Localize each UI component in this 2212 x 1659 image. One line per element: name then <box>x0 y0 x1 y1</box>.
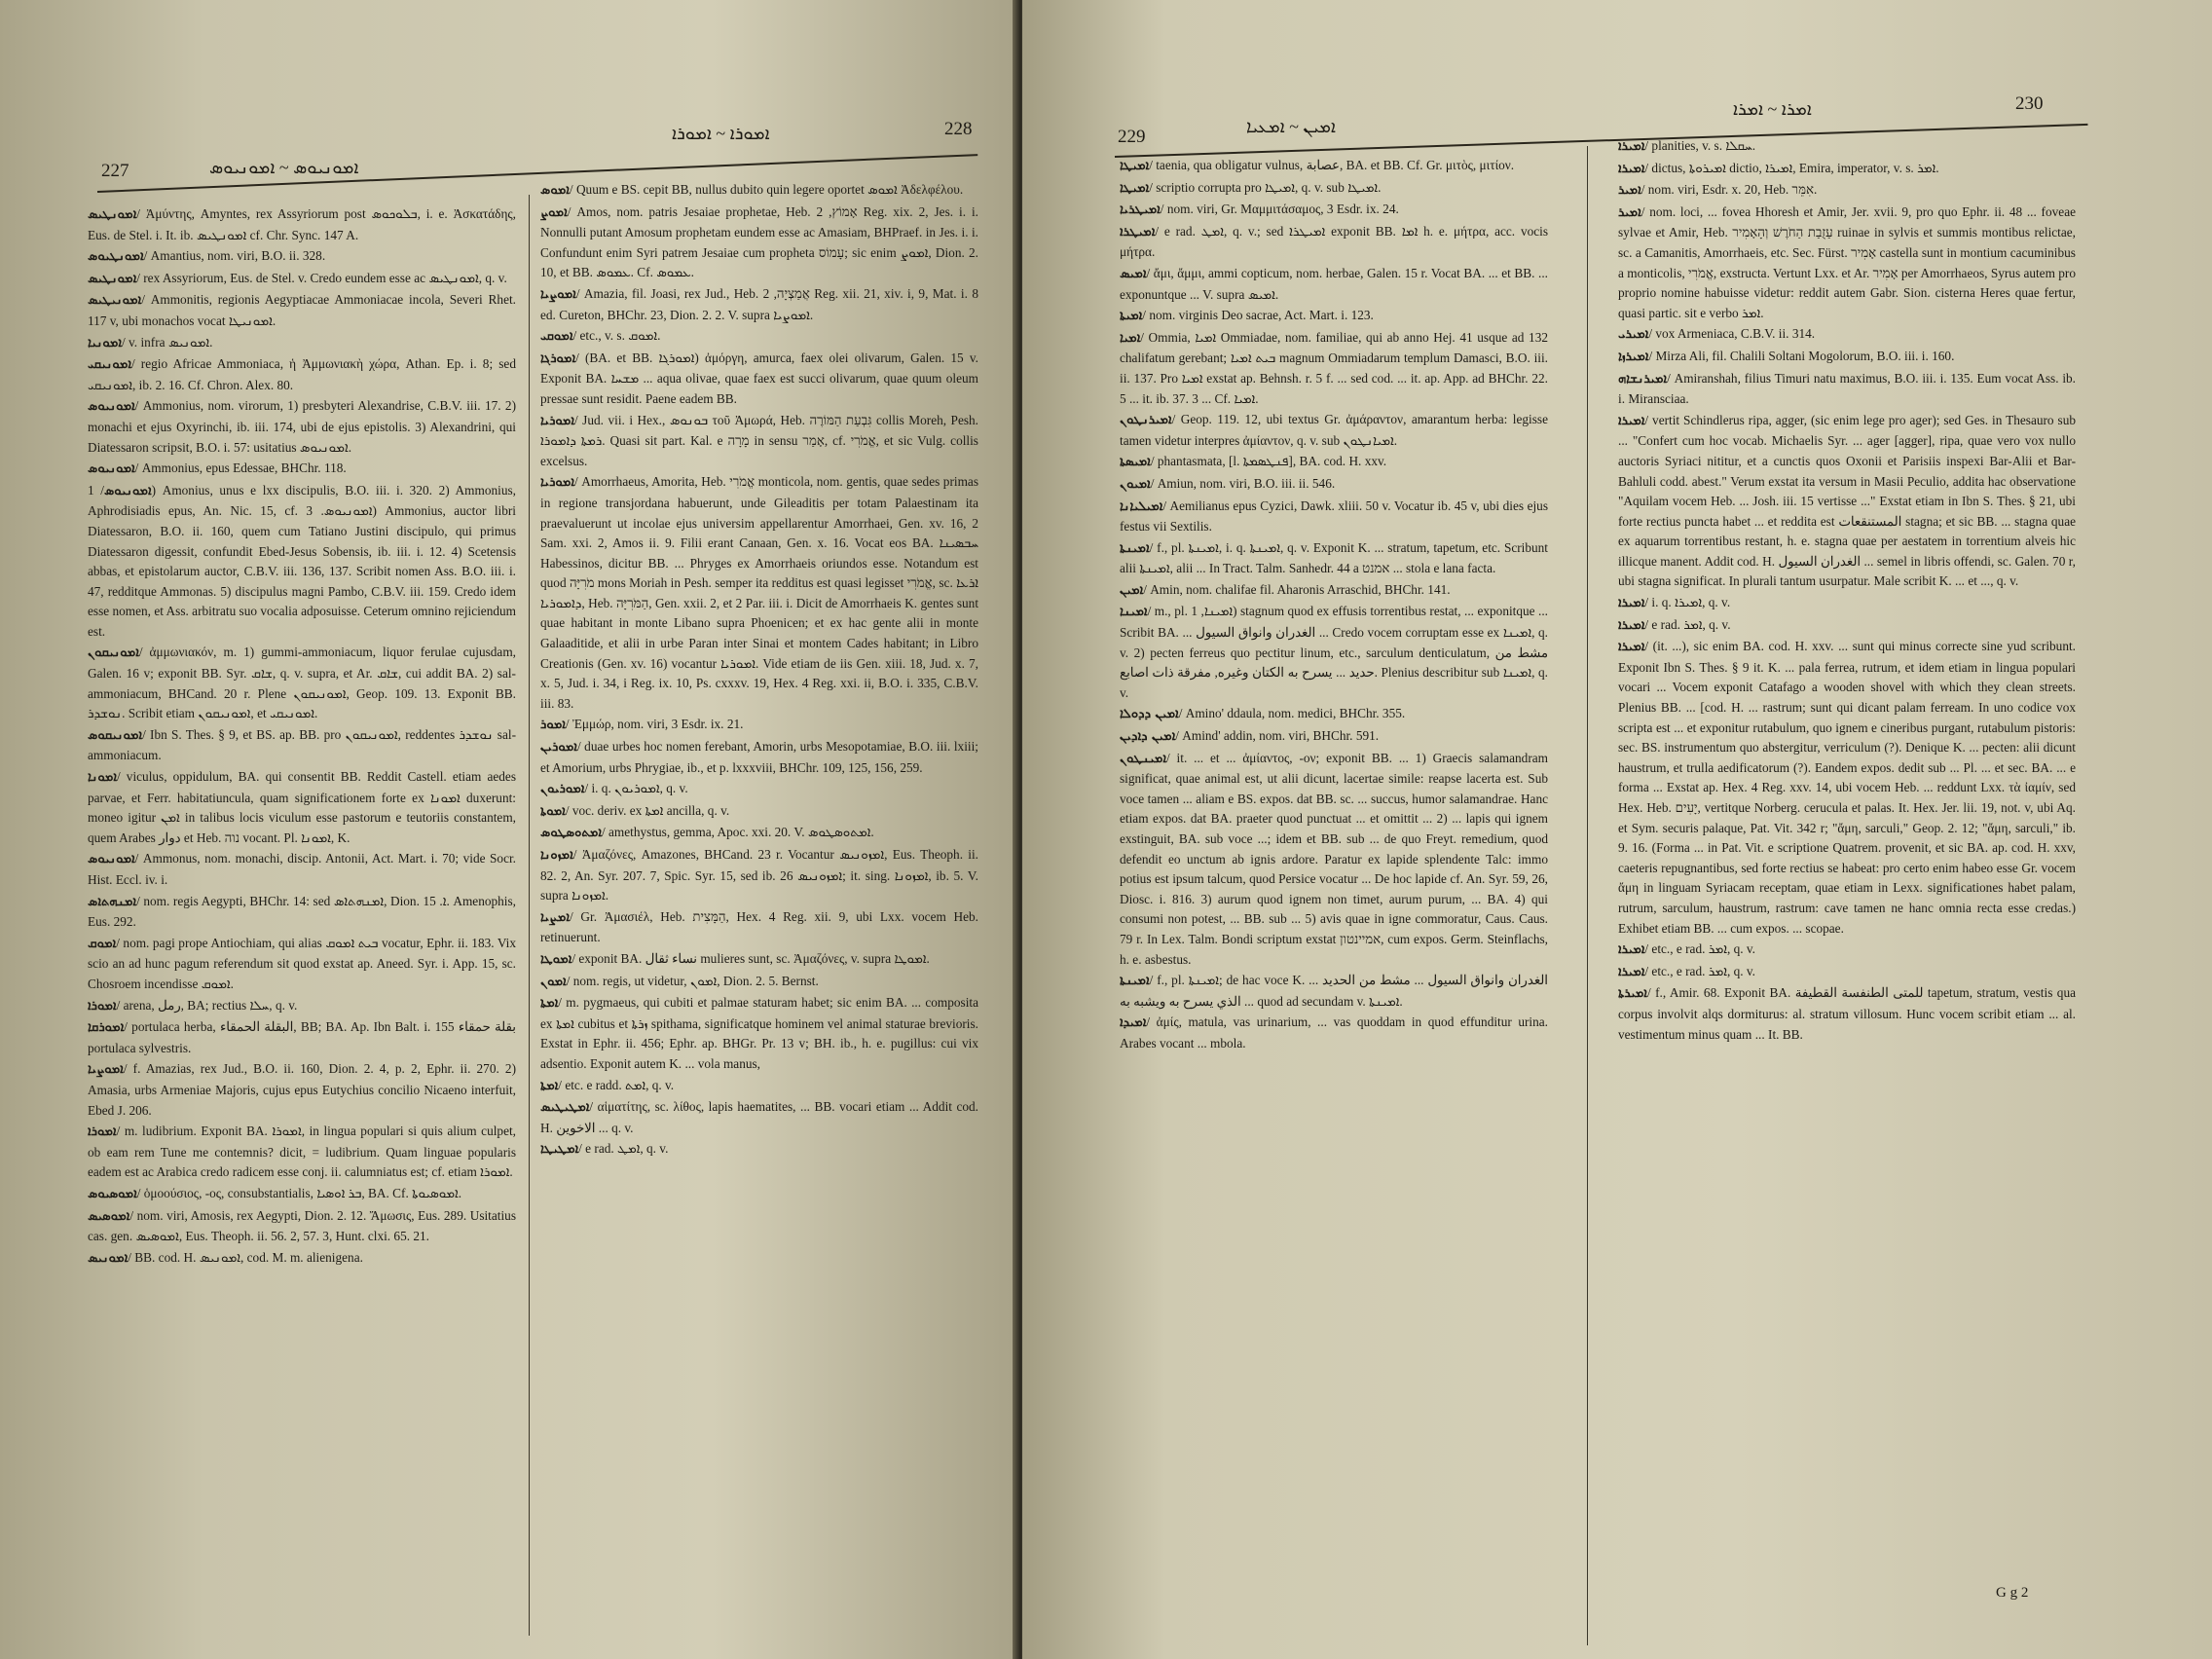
dictionary-entry <box>1618 615 2076 637</box>
entry-headword: ܐܡܘܢܝܘܣ <box>88 461 135 477</box>
entry-definition: / planities, v. s. ܚܩܠܐ. <box>1644 138 1756 153</box>
dictionary-entry <box>540 823 978 844</box>
dictionary-entry <box>1618 347 2076 368</box>
dictionary-entry <box>88 1122 516 1183</box>
entry-headword: ܐܡܘܪ <box>540 718 566 733</box>
dictionary-entry <box>88 1184 516 1205</box>
entry-definition: / Amiun, nom. viri, B.O. iii. ii. 546. <box>1150 475 1336 491</box>
entry-definition: / f., Amir. 68. Exponit BA. للمتى الطنفسة القطيفة tapetum, stratum, vestis qua corpus involvit alqs dormiturus: al. stratum villosum. Hunc vocem scribit etiam ... al. vestimentum minus quam ... It. BB. <box>1618 985 2076 1042</box>
dictionary-entry <box>540 779 978 800</box>
entry-headword: ܐܡܘܢܝܩܘܢ <box>88 645 139 661</box>
entry-headword: ܐܡܘܨܝܐ <box>540 286 576 302</box>
dictionary-entry <box>1120 410 1548 451</box>
entry-headword: ܐܡܙܘܢܐ <box>540 848 573 863</box>
dictionary-entry <box>540 993 978 1074</box>
entry-definition: / phantasmata, [l. ܦܢܛܣܡܬܐ], BA. cod. H. xxv. <box>1150 454 1387 469</box>
entry-headword: ܐܡܝܢܐ <box>1120 605 1148 620</box>
dictionary-entry <box>1120 602 1548 703</box>
entry-definition: / viculus, oppidulum, BA. qui consentit BB. Reddit Castell. etiam aedes parvae, et Ferr. habitatiuncula, quam significationem forte ex ܐܡܘܢܐ duxerunt: moneo igitur ܐܡܢ in talibus locis viculum esse pastorum e teutoriis constantem, quem Arabes دوار et Heb. נוה vocant. Pl. ܐܡܘܢܐ, K. <box>88 769 516 845</box>
entry-headword: ܐܡܘܢܝܘܣ <box>88 399 135 415</box>
right-page <box>1022 0 2212 1659</box>
dictionary-entry <box>1618 940 2076 961</box>
dictionary-entry <box>1120 497 1548 537</box>
dictionary-entry <box>540 1097 978 1138</box>
entry-headword: ܐܡܬܘܣܛܘܣ <box>540 826 602 841</box>
entry-headword: ܐܡܝܪܐ <box>1618 161 1645 176</box>
entry-definition: / etc., e rad. ܐܡܪ, q. v. <box>1644 963 1755 978</box>
entry-definition: / Ἀμύντης, Amyntes, rex Assyriorum post ܒܠܘܟܘܣ, i. e. Ἀσκατάδης, Eus. de Stel. i. It. ib. ܐܡܘܢܛܝܣ cf. Chr. Sync. 147 A. <box>88 206 516 242</box>
entry-definition: / BB. cod. H. ܐܡܘܢܝܣ, cod. M. m. alienigena. <box>128 1249 363 1265</box>
entry-definition: / Ἐμμώρ, nom. viri, 3 Esdr. ix. 21. <box>565 717 744 732</box>
dictionary-entry <box>540 801 978 823</box>
entry-definition: / ἄμι, ἄμμι, ammi copticum, nom. herbae, Galen. 15 r. Vocat BA. ... et BB. ... exponuntque ... V. supra ܐܡܝܣ. <box>1120 265 1548 302</box>
entry-headword: ܐܡܝܪܐ <box>1618 413 1645 428</box>
dictionary-entry <box>1120 306 1548 327</box>
entry-headword: ܐܡܝܪܐ <box>1618 596 1645 611</box>
dictionary-entry <box>540 949 978 971</box>
dictionary-entry <box>88 354 516 395</box>
dictionary-entry <box>540 715 978 736</box>
entry-definition: / Jud. vii. i Hex., ܒܘܢܘܣ τοῦ Ἀμωρά, Heb. גִּבְעַת הַמּוֹרֶה collis Moreh, Pesh. ܪܡܬܐ ܕܐܡܘܪܐ. Quasi sit part. Kal. e מָרָה in sensu אָמַר, cf. אֱמֹרִי, et sic Vulg. collis excelsus. <box>540 412 978 468</box>
entry-headword: ܐܡܝܐ <box>1120 330 1141 346</box>
entry-headword: ܐܡܘܢܝܐ <box>88 335 122 350</box>
entry-definition: / arena, رمل, BA; rectius ܚܠܐ, q. v. <box>116 997 298 1013</box>
entry-definition: / exponit BA. نساء ثقال mulieres sunt, sc. Ἀμαζόνες, v. supra ܐܡܘܛܐ. <box>571 950 930 966</box>
entry-headword: ܐܡܝܛܪܐ <box>1120 224 1156 240</box>
page-number-228: 228 <box>944 119 973 139</box>
page-number-230: 230 <box>2015 93 2044 114</box>
entry-definition: / f., pl. ܐܡܝܢܬܐ; de hac voce K. ... الغدران وانواق السيول ... مشط من الحديد الذي يسرح به ويشبه به ... quod ad secundam v. ܐܡܝܢܬܐ. <box>1120 973 1548 1009</box>
entry-headword: ܐܡܘܢܝܩܝ <box>88 357 131 373</box>
dictionary-entry <box>540 737 978 778</box>
dictionary-entry <box>1120 452 1548 473</box>
dictionary-entry <box>88 1059 516 1121</box>
dictionary-entry <box>1120 749 1548 971</box>
entry-definition: / nom. loci, ... fovea Hhoresh et Amir, Jer. xvii. 9, pro quo Ephr. ii. 48 ... foveae sylvae et Amir, Heb. עַזֻבַת הַחֹרֶשׁ וְהָאָמִיר ruinae in sylvis et summis montibus relictae, sc. a Camanitis, Amorrhaeis, etc. Sec. Fürst. אָמִיר castella sunt in montium cacuminibus a monticolis, אֱמֹרִי, exstructa. Vertunt Lxx. et Ar. אָמִיר per Amorrhaeos, Syrus autem pro proprio nomine habuisse videtur: reddit autem Gabr. Sion. cisterna Heres quae fertur, quasi partic. sit e verbo ܐܡܪ. <box>1618 203 2076 320</box>
dictionary-entry <box>1120 156 1548 177</box>
dictionary-entry <box>1618 324 2076 346</box>
entry-definition: / Amiranshah, filius Timuri natu maximus, B.O. iii. i. 135. Eum vocat Ass. ib. i. Miransciaa. <box>1618 370 2076 407</box>
entry-headword: ܐܡܝܪܬܐ <box>1618 986 1647 1002</box>
entry-headword: ܐܡܝܪ <box>1618 204 1641 220</box>
dictionary-entry <box>1120 971 1548 1012</box>
entry-headword: ܐܡܝܛܐ <box>1120 180 1150 196</box>
entry-definition: / Quum e BS. cepit BB, nullus dubito quin legere oportet ܐܡܘܣ Ἀδελφέλου. <box>569 182 964 197</box>
entry-headword: ܐܡܘܣܝܘܣ <box>88 1186 137 1201</box>
entry-headword: ܐܡܝܪܙܐ <box>1618 349 1649 364</box>
running-head-230: ܐܡܪܐ ~ ܐܡܪܐ <box>1733 99 1812 119</box>
dictionary-entry <box>88 1017 516 1058</box>
dictionary-entry <box>88 333 516 354</box>
dictionary-entry <box>1618 411 2076 592</box>
entry-definition: / v. infra ܐܡܘܢܝܣ. <box>122 334 213 350</box>
dictionary-entry <box>88 396 516 458</box>
entry-headword: ܐܡܘܣܝܣ <box>88 1208 130 1224</box>
entry-definition: / nom. pagi prope Antiochiam, qui alias ܒܝܬ ܐܡܘܩ vocatur, Ephr. ii. 183. Vix scio an ad hunc pagum referendum sit quod exstat ap. Aneed. Syr. i. App. 15, sc. Chosroem incendisse ܐܡܘܩ. <box>88 935 516 991</box>
entry-headword: ܐܡܢܗܬܐܣ <box>88 894 137 909</box>
entry-definition: / Ammonus, nom. monachi, discip. Antonii, Act. Mart. i. 70; vide Socr. Hist. Eccl. iv. i. <box>88 851 516 887</box>
entry-headword: ܐܡܘܪܩܐ <box>88 1020 125 1036</box>
entry-headword: ܐܡܝܪܐ <box>1618 964 1645 979</box>
dictionary-entry <box>540 411 978 472</box>
entry-definition: / Geop. 119. 12, ubi textus Gr. ἀμάραντον, amarantum herba: legisse tamen videtur interpres ἀμίαντον, q. v. sub ܐܡܝܐܢܛܘܢ. <box>1120 412 1548 448</box>
dictionary-entry <box>540 907 978 948</box>
entry-definition: / f. Amazias, rex Jud., B.O. ii. 160, Dion. 2. 4, p. 2, Ephr. ii. 270. 2) Amasia, urbs Armeniae Majoris, cujus epus Eutychius concilio Nicaeno interfuit, Ebed J. 206. <box>88 1061 516 1118</box>
dictionary-entry <box>1120 200 1548 221</box>
entry-definition: / etc., e rad. ܐܡܪ, q. v. <box>1644 941 1755 957</box>
entry-headword: ܐܡܘܢܛܝܣ <box>88 207 137 222</box>
entry-definition: / Aemilianus epus Cyzici, Dawk. xliii. 50 v. Vocatur ib. 45 v, ubi dies ejus festus vii Sextilis. <box>1120 498 1548 535</box>
entry-definition: / m. pygmaeus, qui cubiti et palmae staturam habet; sic enim BA. ... composita ex ܐܡܬܐ cubitus et ܙܪܬܐ spithama, significatque hominem vel animal staturae brevioris. Exstat in Ephr. ii. 456; Ephr. ap. BHGr. Pr. 13 v; BH. ib., h. e. pugillus: cui vix adsentio. Exponit autem K. ... vola manus, <box>540 995 978 1071</box>
dictionary-entry <box>1120 580 1548 602</box>
entry-headword: ܐܡܝܪܢܛܘܢ <box>1120 413 1172 428</box>
entry-definition: / (it. ...), sic enim BA. cod. H. xxv. ... sunt qui minus correcte sine yud scribunt. Exponit Ibn S. Thes. § 9 it. K. ... pala ferrea, rutrum, et idem etiam in lingua populari vocari ... Vocem exponit Catafago a wooden shovel with which they clean streets. Plenius BB. ... [cod. H. ... rastrum; sunt qui dicant palam ferream. In uno codice vox scripta est ... et exponitur rutabulum, quo ignem e cineribus purgant, rutabulum pistoris: sec. BS. instrumentum quo abstergitur, verriculum (?). Denique K. ... pecten: alii dicunt haustrum, et trulla aedificatorum (?). Eandem expos. dedit sub ... Pl. ... et sec. BA. ... e forma ... Exstat ap. Hex. 4 Reg. xxv. 14, ubi vocem Heb. ... reddunt Lxx. τὰ ἰαμίν, sed Hex. Heb. יָעִים, vertitque Norberg. cerucula et palas. It. Hex. Jer. lii. 19, not. v, ubi Aq. et Sym. securis palaque, Pat. Vit. 342 r; "ἄμη, sarculi," Geop. 2. 12; "ἄμη, sarculi," ib. 9. 16. (Forma ... in Pat. Vit. e scriptione Quatrem. provenit, et sic BA. ap. cod. H. xxv, caeteris repugnantibus, sed forte rectius se habeat: pro certo enim habeo esse Gr. vocem ἄμη in linguam Syriacam receptam, quae etiam in Lexx. significationes habet palam, rutrum, sarculum, haustrum, rastrum: cave tamen ne hanc omnia recta esse credas.) Exhibet etiam BB. ... cum expos. ... scopae. <box>1618 639 2076 936</box>
column-3 <box>1120 156 1548 1645</box>
entry-headword: ܐܡܝܢ ܕܕܘܠܐ <box>1120 707 1179 722</box>
dictionary-entry <box>88 290 516 331</box>
entry-headword: ܐܡܝܪ <box>1618 183 1641 199</box>
entry-headword: ܐܡܘܨ <box>540 204 568 220</box>
entry-definition: / ἀμίς, matula, vas urinarium, ... vas quoddam in quod effunditur urina. Arabes vocant ... mbola. <box>1120 1014 1548 1051</box>
entry-definition: / Mirza Ali, fil. Chalili Soltani Mogolorum, B.O. iii. i. 160. <box>1648 348 1955 363</box>
entry-definition: / amethystus, gemma, Apoc. xxi. 20. V. ܐܡܬܘܣܛܘܣ. <box>602 825 874 840</box>
entry-headword: ܐܡܨܝܐ <box>540 909 571 925</box>
entry-headword: ܐܡܝܪܐ <box>1618 139 1645 154</box>
dictionary-entry <box>88 1206 516 1247</box>
dictionary-entry <box>1120 704 1548 725</box>
entry-definition: / Amazia, fil. Joasi, rex Jud., Heb. אֲמַצְיָה, 2 Reg. xii. 21, xiv. i, 9, Mat. i. 8 ed. Cureton, BHChr. 23, Dion. 2. 2. V. supra ܐܡܘܨܝܐ. <box>540 285 978 322</box>
entry-definition: / portulaca herba, البقلة الحمقاء, BB; BA. Ap. Ibn Balt. i. 155 بقلة حمقاء portulaca sylvestris. <box>88 1019 516 1055</box>
dictionary-entry <box>1120 726 1548 748</box>
entry-headword: ܐܡܝܢܬܐ <box>1120 974 1150 989</box>
dictionary-entry <box>1120 1013 1548 1053</box>
page-number-229: 229 <box>1118 127 1146 147</box>
dictionary-entry <box>88 934 516 995</box>
entry-definition: / Ibn S. Thes. § 9, et BS. ap. BB. pro ܐܡܘܢܝܩܘܢ, reddentes ܢܘܫܕܪ sal-ammoniacum. <box>88 726 516 763</box>
dictionary-entry <box>1618 180 2076 202</box>
entry-headword: ܐܡܝܪܐ <box>1618 640 1645 655</box>
entry-definition: / it. ... et ... ἀμίαντος, -ον; exponit BB. ... 1) Graecis salamandram significat, quae animal est, ut alii dicunt, lacertae simile: reapse lacerta est. Sub voce tamen ... aliam e BS. expos. dat BB. sc. ... succus, humor salamandrae. Hanc etiam expos. dat BA. praeter quod punctuat ... et omittit ... 2) ... lapis qui ignem exstinguit, BA. sub voce ...; idem et BB. sub ... de quo Freyt. remedium, quod defendit eo unctum ab ignis ardore. Paratur ex lapide splendente Talc: immo potius est ipsum talcum, quod Persice vocatur ... De hoc lapide cf. An. Syr. 59, 26, Diosc. i. 816. 3) aurum quod ignem non timet, aurum purum, ... BA. 4) qui consumi non potest, ... BB. sub ... 5) avis quae in igne commoratur, Caus. Caus. 79 r. In Lex. Talm. Bondi scriptum exstat אמיינטון, cum expos. Germ. Steinflachs, h. e. asbestus. <box>1120 750 1548 967</box>
entry-headword: ܐܡܝܢ <box>1120 582 1144 598</box>
dictionary-entry <box>1618 136 2076 158</box>
entry-definition: / Amorrhaeus, Amorita, Heb. אֱמֹרִי monticola, nom. gentis, quae sedes primas in regione transjordana habuerunt, unde Gileaditis per totam Palaestinam ita praevaluerunt ut incolae ejus universim appellarentur Amorrhaei, Gen. xv. 16, 2 Sam. xxi. 2, Amos ii. 9. Filii erant Canaan, Gen. x. 16. Vocat eos BA. ܚܒܣܝܢܐ Habessinos, dicitur BB. ... Phryges ex Amorrhaeis oriundos esse. Notandum est quod מֹרִיָּה mons Moriah in Pesh. semper ita redditus est quasi legisset אֱמֹרִי, sc. ܐܪܥܐ ܕܐܡܘܪܝܐ, Heb. הַמֹּרִיָּה, Gen. xxii. 2, et 2 Par. iii. i. Dicit de Amorrhaeis K. gentes sunt quae habitant in monte Libano supra Phoenicen; et ex hac gente alii in monte Galaaditide, et alii in urbe Paran inter Sinai et montem Cades habitant; in Libro Creationis (Gen. xv. 16) vocantur ܐܡܘܪܝܐ. Vide etiam de iis Gen. xiii. 18, Jud. x. 7, x. 5, Jud. i. 34, i Reg. ix. 10, Ps. cxxxv. 19, Hex. 4 Reg. xxi. ii, B.O. i. 335, C.B.V. iii. 83. <box>540 474 978 711</box>
entry-definition: / e rad. ܐܡܛ, q. v. <box>578 1141 669 1157</box>
dictionary-entry <box>540 284 978 325</box>
dictionary-entry <box>88 269 516 290</box>
left-page <box>0 0 1019 1659</box>
entry-headword: ܐܡܝܘܢ <box>1120 476 1151 492</box>
entry-definition: / duae urbes hoc nomen ferebant, Amorin, urbs Mesopotamiae, B.O. iii. lxiii; et Amorium, urbs Phrygiae, ib., et p. lxxxviii, BHChr. 109, 125, 156, 259. <box>540 739 978 775</box>
entry-definition: / e rad. ܐܡܪ, q. v. <box>1644 616 1731 632</box>
entry-headword: ܐܡܘܢܝܣ <box>88 1250 129 1266</box>
entry-definition: / rex Assyriorum, Eus. de Stel. v. Credo eundem esse ac ܐܡܘܢܛܝܣ, q. v. <box>136 270 507 285</box>
entry-headword: ܐܡܘܢܐ <box>88 770 118 786</box>
dictionary-entry <box>1618 962 2076 983</box>
dictionary-entry <box>88 996 516 1017</box>
dictionary-entry <box>540 203 978 283</box>
entry-definition: / Ἀμαζόνες, Amazones, BHCand. 23 r. Vocantur ܐܡܙܘܢܝܣ, Eus. Theoph. ii. 82. 2, An. Syr. 207. 7, Spic. Syr. 15, sed ib. 26 ܐܡܙܘܢܝܣ; it. sing. ܐܡܙܘܢܐ, ib. 5. V. supra ܐܡܙܘܢܐ. <box>540 847 978 903</box>
column-divider <box>529 195 530 1636</box>
entry-definition: / (BA. et BB. ܐܡܘܪܓܐ) ἀμόργη, amurca, faex olei olivarum, Galen. 15 v. Exponit BA. ܡܫܚܐ ... aqua olivae, quae faex est succi olivarum, quae quum oleum pressae sunt residit. Paene eadem BB. <box>540 350 978 406</box>
column-1 <box>88 204 516 1636</box>
entry-definition: / nom. viri, Amosis, rex Aegypti, Dion. 2. 12. Ἄμωσις, Eus. 289. Usitatius cas. gen. ܐܡܘܣܝܣ, Eus. Theoph. ii. 56. 2, 57. 3, Hunt. clxi. 65. 21. <box>88 1207 516 1244</box>
running-head-227: ܐܡܘܢܝܘܣ ~ ܐܡܘܢܝܘܣ <box>209 158 359 177</box>
entry-headword: ܐܡܘܩܝ <box>540 329 573 345</box>
entry-definition: / ἀμμωνιακόν, m. 1) gummi-ammoniacum, liquor ferulae cujusdam, Galen. 16 v; exponit BB. Syr. ܫܐܩ, q. v. supra, et Ar. ܫܐܩ, cui addit BA. 2) sal-ammoniacum, BHCand. 20 r. Plene ܐܡܘܢܝܩܘܢ, Geop. 109. 13. Exponit BB. ܢܘܫܕܪ. Scribit etiam ܐܡܘܢܝܩܘܢ, et ܐܡܘܢܝܩܝ. <box>88 645 516 721</box>
dictionary-entry <box>1120 328 1548 409</box>
column-4 <box>1618 136 2076 1567</box>
dictionary-entry <box>1618 369 2076 410</box>
entry-definition: / m., pl. ܐܡܝܢܐ, 1) stagnum quod ex effusis torrentibus restat, ... exponitque ... Scribit BA. ... الغدران وانواق السيول ... Credo vocem corruptam esse ex ܐܡܝܢܐ, q. v. 2) pecten ferreus quo pectitur linum, etc., sarculum denticulatum, مشط من حديد ... يسرح به الكتان وغيره, مفرقة ذات اصابع. Plenius describitur sub ܐܡܝܢܐ, q. v. <box>1120 604 1548 700</box>
dictionary-entry <box>540 972 978 993</box>
dictionary-entry <box>88 459 516 480</box>
entry-definition: / dictus, ܐܡܝܪܘܬܐ dictio, ܐܡܝܪܐ, Emira, imperator, v. s. ܐܡܪ. <box>1644 160 1939 175</box>
entry-headword: ܐܡܘܢ <box>540 974 567 989</box>
entry-headword: ܐܡܘܪܝܐ <box>540 413 574 428</box>
entry-headword: ܐܡܝܕܐ <box>1120 1015 1147 1031</box>
entry-definition: / Ammonius, epus Edessae, BHChr. 118. <box>134 461 347 476</box>
dictionary-entry <box>1120 178 1548 200</box>
entry-definition: / nom. virginis Deo sacrae, Act. Mart. i. 123. <box>1142 308 1374 323</box>
entry-headword: ܐܡܝܣ <box>1120 266 1147 281</box>
dictionary-entry <box>1618 983 2076 1045</box>
entry-definition: / etc., v. s. ܐܡܘܩ. <box>572 328 661 344</box>
entry-headword: ܐܡܝܪܐ <box>1618 617 1645 633</box>
entry-headword: ܐܡܝܢ ܕܐܕܝܢ <box>1120 729 1176 745</box>
entry-definition: / nom. viri, Esdr. x. 20, Heb. אִמֵּר. <box>1641 182 1818 198</box>
entry-headword: ܐܡܘܪܐ <box>88 1124 117 1140</box>
entry-definition: / f., pl. ܐܡܝܢܬܐ, i. q. ܐܡܝܢܬܐ, q. v. Exponit K. ... stratum, tapetum, etc. Scribunt alii ܐܡܝܢܬܐ, alii ... In Tract. Talm. Sanhedr. 44 a אמנט ... stola e lana facta. <box>1120 539 1548 576</box>
entry-definition: / etc. e radd. ܐܡܬ, q. v. <box>558 1077 675 1092</box>
dictionary-entry <box>1120 222 1548 263</box>
entry-definition: / Ammonius, nom. virorum, 1) presbyteri Alexandrise, C.B.V. iii. 17. 2) monachi et ejus Oxyrinchi, ib. iii. 174, ubi de ejus epistolis. 3) Alexandrini, qui Diatessaron scripsit, B.O. i. 57: usitatius ܐܡܘܢܝܘܣ. <box>88 398 516 455</box>
dictionary-entry <box>1618 159 2076 180</box>
entry-definition: / Amos, nom. patris Jesaiae prophetae, Heb. אָמוֹץ, 2 Reg. xix. 2, Jes. i. i. Nonnulli putant Amosum prophetam eundem esse ac Amasiam, BHPraef. in Jes. i. i. Confundunt enim Syri patrem Jesaiae cum propheta עָמוֹס; sic enim ܐܡܘܨ, Dion. 2. 10, et BB. ܥܡܘܣ. Cf. ܥܡܘܣ. <box>540 203 978 280</box>
entry-headword: ܐܡܝܪܝ <box>1618 327 1649 343</box>
dictionary-entry <box>88 246 516 268</box>
entry-headword: ܐܡܘܢܝܩܘܣ <box>88 727 143 743</box>
entry-headword: ܐܡܘܪܝܐ <box>540 475 574 491</box>
entry-headword: ܐܡܘܣ <box>540 183 570 198</box>
dictionary-entry <box>1618 203 2076 324</box>
entry-definition: / Amino' ddaula, nom. medici, BHChr. 355. <box>1178 706 1406 721</box>
entry-definition: / ὁμοούσιος, -ος, consubstantialis, ܒܪ ܐܘܣܝܐ, BA. Cf. ܐܡܘܣܝܘܬܐ. <box>136 1185 462 1200</box>
entry-headword: ܐܡܝܛܐ <box>1120 159 1150 173</box>
entry-headword: ܐܡܘܩ <box>88 936 117 951</box>
dictionary-entry <box>540 1139 978 1161</box>
running-head-229: ܐܡܝܢ ~ ܐܡܥܝܐ <box>1246 117 1336 136</box>
running-head-228: ܐܡܘܪܐ ~ ܐܡܘܪܐ <box>672 124 770 143</box>
dictionary-entry <box>1618 593 2076 614</box>
entry-headword: ܐܡܘܛܐ <box>540 951 572 967</box>
entry-headword: ܐܡܘܪܝܘܢ <box>540 782 585 797</box>
entry-headword: ܐܡܬܐ <box>540 1078 559 1093</box>
dictionary-entry <box>540 326 978 348</box>
entry-definition: / m. ludibrium. Exponit BA. ܐܡܘܪܐ, in lingua populari si quis alium culpet, ob eam rem Tune me contemnis? dicit, = ludibrium. Quam linguae popularis eadem est ac Arabica credo radicem esse conj. ii. calumniatus est; cf. etiam ܐܡܘܪܐ. <box>88 1124 516 1180</box>
entry-definition: / regio Africae Ammoniaca, ἡ Ἀμμωνιακὴ χώρα, Athan. Ep. i. 8; sed ܐܡܘܢܝܩܝ, ib. 2. 16. Cf. Chron. Alex. 80. <box>88 356 516 392</box>
entry-definition: / voc. deriv. ex ܐܡܬܐ ancilla, q. v. <box>565 802 730 818</box>
entry-headword: ܐܡܘܢܝܘܣ <box>103 483 152 498</box>
entry-headword: ܐܡܘܢܝܛܝܣ <box>88 293 142 309</box>
entry-definition: / nom. regis, ut videtur, ܐܡܘܢ, Dion. 2. 5. Bernst. <box>566 973 819 988</box>
entry-headword: ܐܡܬܐ <box>540 996 559 1012</box>
entry-definition: / αἱματίτης, sc. λίθος, lapis haematites, ... BB. vocari etiam ... Addit cod. H. الاخوين ... q. v. <box>540 1099 978 1135</box>
column-divider <box>1587 146 1588 1645</box>
dictionary-entry <box>1618 637 2076 939</box>
dictionary-entry <box>540 180 978 202</box>
entry-definition: / vox Armeniaca, C.B.V. ii. 314. <box>1648 326 1816 342</box>
column-2 <box>540 180 978 1636</box>
dictionary-entry <box>88 892 516 933</box>
entry-definition: / nom. regis Aegypti, BHChr. 14: sed ܐܡܢܗܬܐܣ, Dion. ܐ. 15. Amenophis, Eus. 292. <box>88 893 516 930</box>
dictionary-entry <box>88 849 516 890</box>
entry-headword: ܐܡܘܪܓܐ <box>540 350 576 366</box>
entry-headword: ܐܡܝܠܝܐܢܐ <box>1120 498 1163 514</box>
dictionary-entry <box>88 204 516 245</box>
entry-headword: ܐܡܝܢܛܘܢ <box>1120 751 1166 766</box>
dictionary-entry <box>1120 474 1548 496</box>
entry-headword: ܐܡܘܢܛܝܘܣ <box>88 249 144 265</box>
entry-headword: ܐܡܝܬܐ <box>1120 309 1143 324</box>
dictionary-entry <box>540 349 978 410</box>
dictionary-entry <box>88 767 516 848</box>
dictionary-entry <box>1120 264 1548 305</box>
dictionary-entry <box>88 725 516 766</box>
entry-definition: / vertit Schindlerus ripa, agger, (sic enim lege pro ager); sed Ges. in Thesauro sub ... "Confert cum hoc vocab. Michaelis Syr. ... ager [agger], ripa, quae vero vox nullo auctoris Syriaci nititur, et a cunctis quos Oxonii et Parisiis inspexi Bar-Alii et Bar-Bahluli codd. abest." Verum exstat ita versum in Masii Peculio, addita hac observatione "Aquilam vocem Heb. ... Josh. iii. 15 vertisse ..." Exstat etiam in Ibn S. Thes. § 21, ubi forte rectius puncta habet ... et reddita est المستنقعات stagna; et sic BB. ... stagna quae ex aquarum torrentibus restant, h. e. stagna quae per aestatem in torrentium alveis hic illicque manent. Addit cod. H. الغدران السيول ... semel in libris offendi, sc. Galen. 70 r, ubi stagna significat. In plurali tantum usurpatur. Male scribit K. ... et ..., q. v. <box>1618 412 2076 589</box>
entry-definition: / Ommia, ܐܡܝܐ Ommiadae, nom. familiae, qui ab anno Hej. 41 usque ad 132 chalifatum gerebant; ܒܝܬ ܐܡܝܐ magnum Ommiadarum templum Damasci, B.O. iii. ii. 137. Pro ܐܡܝܐ exstat ap. Behnsh. r. 5 f. ... sed cod. ... it. ap. App. ad BHChr. 22. 5 ... it. ib. 37. 3 ... Cf. ܐܡܝܐ. <box>1120 329 1548 406</box>
entry-headword: ܐܡܝܪܐ <box>1618 942 1645 958</box>
entry-definition: / Amind' addin, nom. viri, BHChr. 591. <box>1175 728 1380 744</box>
entry-definition: / Ammonitis, regionis Aegyptiacae Ammoniacae incola, Severi Rhet. 117 v, ubi monachos vocat ܐܡܘܢܝܛܐ. <box>88 292 516 328</box>
entry-headword: ܐܡܝܪܢܫܐܗ <box>1618 371 1668 387</box>
entry-headword: ܐܡܘܪܐ <box>88 998 117 1014</box>
entry-headword: ܐܡܘܪܝܢ <box>540 740 577 756</box>
entry-definition: / nom. viri, Gr. Μαμμιτάσαμος, 3 Esdr. ix. 24. <box>1160 202 1399 217</box>
entry-definition: / 1) Amonius, unus e lxx discipulis, B.O. iii. i. 320. 2) Ammonius, Aphrodisiadis epus, An. Nic. 15, cf. ܐܡܘܢܝܘܣ. 3) Ammonius, auctor libri Diatessaron, B.O. ii. 160, quem cum Tatiano Justini discipulo, qui primus Diatessaron digessit, confundit Ebed-Jesus Sobensis, ib. iii. i. 12. 4) Scetensis abbas, et epistolarum auctor, C.B.V. iii. 136, 137. Scribit nomen Ass. B.O. iii. i. 47, redditque Ammonas. 5) discipulus magni Pambo, C.B.V. iii. 159. Credo idem esse nomen, et Ass. arbitratu suo vocalia adposuisse. Ceterum omnino rejiciendum est. <box>88 482 516 639</box>
entry-headword: ܐܡܘܨܝܐ <box>88 1062 124 1078</box>
entry-definition: / i. q. ܐܡܘܪܝܘܢ, q. v. <box>584 781 688 796</box>
entry-definition: / scriptio corrupta pro ܐܡܝܛܐ, q. v. sub ܐܡܝܛܐ. <box>1149 179 1382 195</box>
entry-headword: ܐܡܘܢܛܝܣ <box>88 271 137 286</box>
dictionary-entry <box>88 643 516 723</box>
entry-headword: ܐܡܛܝܛܐ <box>540 1142 579 1158</box>
entry-headword: ܐܡܛܝܛܝܣ <box>540 1100 590 1116</box>
dictionary-entry <box>540 1076 978 1097</box>
dictionary-entry <box>88 1248 516 1270</box>
entry-headword: ܐܡܘܢܝܘܣ <box>88 852 135 867</box>
entry-headword: ܐܡܝܛܪܝܐ <box>1120 203 1161 218</box>
entry-definition: / taenia, qua obligatur vulnus, عصابة, BA. et BB. Cf. Gr. μιτὸς, μιτίον. <box>1149 158 1515 172</box>
dictionary-entry <box>540 845 978 906</box>
page-number-227: 227 <box>101 161 129 181</box>
entry-headword: ܐܡܝܢܬܐ <box>1120 540 1150 556</box>
entry-definition: / Amin, nom. chalifae fil. Aharonis Arraschid, BHChr. 141. <box>1143 581 1451 597</box>
dictionary-entry <box>88 481 516 643</box>
entry-headword: ܐܡܘܬܐ <box>540 803 566 819</box>
dictionary-entry <box>540 472 978 714</box>
entry-definition: / Gr. Ἀμασιέλ, Heb. הַמָּצִית, Hex. 4 Reg. xii. 9, ubi Lxx. vocem Heb. retinuerunt. <box>540 908 978 945</box>
entry-definition: / Amantius, nom. viri, B.O. ii. 328. <box>143 248 326 264</box>
dictionary-entry <box>1120 538 1548 579</box>
entry-definition: / e rad. ܐܡܛ, q. v.; sed ܐܡܝܛܪܐ exponit BB. ܐܡܐ h. e. μήτρα, acc. vocis μήτρα. <box>1120 223 1548 260</box>
signature-mark: G g 2 <box>1996 1585 2029 1601</box>
entry-definition: / i. q. ܐܡܝܪܐ, q. v. <box>1644 595 1731 610</box>
entry-headword: ܐܡܝܣܬܐ <box>1120 455 1151 470</box>
